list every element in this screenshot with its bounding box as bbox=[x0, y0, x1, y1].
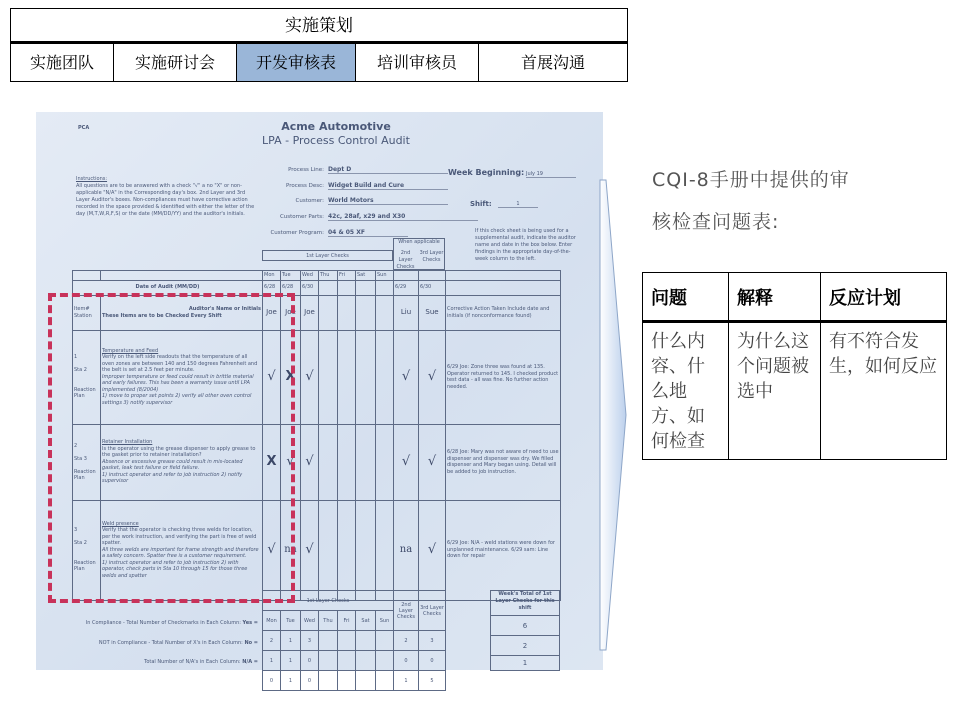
step-train-auditors[interactable]: 培训审核员 bbox=[356, 44, 479, 81]
doc-cell: 5 bbox=[419, 671, 446, 691]
doc-cell: Temperature and Feed bbox=[102, 347, 159, 354]
doc-cell: Total Number of N/A's in Each Column: bbox=[144, 659, 241, 665]
doc-cell: 1) instruct operator and refer to job instruction 2) with operator, check parts in Sta 10 through 15 for those three welds and spatter bbox=[102, 559, 248, 579]
doc-cell: 0 bbox=[394, 651, 419, 671]
corrective-note: 6/29 Joe: Zone three was found at 135. Operator returned to 145. I checked product test data - all was fine. No further action needed. bbox=[446, 330, 561, 424]
doc-cell: Fri bbox=[338, 611, 356, 631]
doc-cell: In Compliance - Total Number of Checkmarks in Each Column: bbox=[85, 620, 241, 626]
week-total-na: 1 bbox=[522, 659, 528, 667]
week-total-yes: 6 bbox=[491, 616, 559, 636]
doc-cell: 1 bbox=[263, 651, 281, 671]
doc-cell: Mon bbox=[263, 271, 281, 281]
cell-reaction-plan: 有不符合发生，如何反应 bbox=[821, 322, 947, 460]
doc-cell: 3rd Layer Checks bbox=[419, 591, 446, 631]
doc-cell: Wed bbox=[301, 611, 319, 631]
header-reaction-plan: 反应计划 bbox=[821, 273, 947, 322]
doc-cell: Sta 3 bbox=[74, 455, 87, 462]
doc-cell: Tue bbox=[281, 611, 301, 631]
doc-cell: √ bbox=[263, 330, 281, 424]
doc-cell: √ bbox=[419, 424, 446, 500]
doc-cell: 6/28 bbox=[281, 280, 301, 295]
doc-cell: 0 bbox=[301, 651, 319, 671]
week-total-box bbox=[490, 590, 560, 671]
instructions-title: Instructions: bbox=[76, 176, 108, 182]
step-implementation-team[interactable]: 实施团队 bbox=[11, 44, 114, 81]
doc-cell: 1 bbox=[281, 671, 301, 691]
cqi8-question-table bbox=[642, 272, 947, 460]
doc-cell: Retainer Installation bbox=[102, 439, 153, 446]
doc-subtitle: LPA - Process Control Audit bbox=[262, 134, 410, 147]
summary-label-no bbox=[46, 640, 258, 647]
doc-cell: 0 bbox=[419, 651, 446, 671]
doc-cell: √ bbox=[419, 330, 446, 424]
instructions-text: All questions are to be answered with a check "√" a no "X" or non-applicable "N/A" in the Corresponding day's box. 2nd Layer and 3rd Layer Auditor's boxes. Non-compliances must have corrective action recorded in the space provided & identified with either the letter of the day (M,T,W,R,F,S) or the date (MM/DD/YY) and the auditor's initials. bbox=[76, 183, 255, 217]
doc-cell: NOT in Compliance - Total Number of X's in Each Column: bbox=[98, 640, 243, 646]
doc-cell: 6/28 bbox=[263, 280, 281, 295]
doc-cell: √ bbox=[301, 424, 319, 500]
doc-cell: Reaction Plan bbox=[74, 386, 96, 400]
doc-company: Acme Automotive bbox=[281, 120, 391, 133]
doc-cell: Sat bbox=[356, 611, 376, 631]
header-question: 问题 bbox=[643, 273, 729, 322]
field-value: Dept D bbox=[328, 166, 448, 174]
field-label: Customer Program: bbox=[270, 230, 324, 236]
doc-cell: Improper temperature or feed could result in brittle material and early failures. This has been a warranty issue until LPA implemented (8/2004) bbox=[102, 373, 254, 393]
when-applicable-label: When applicable bbox=[398, 239, 440, 245]
doc-cell: 1 bbox=[281, 651, 301, 671]
doc-cell: 1 bbox=[394, 671, 419, 691]
doc-cell: Wed bbox=[301, 271, 319, 281]
auditor-label: Auditor's Name or Initials bbox=[188, 306, 261, 312]
first-layer-header: 1st Layer Checks bbox=[262, 250, 393, 261]
doc-cell: Fri bbox=[338, 271, 356, 281]
doc-cell: Weld presence bbox=[102, 520, 139, 527]
doc-cell: 2nd Layer Checks bbox=[394, 591, 419, 631]
cell-question: 什么内容、什么地方、如何检查 bbox=[643, 322, 729, 460]
doc-cell: 6/29 bbox=[394, 280, 419, 295]
doc-cell: √ bbox=[394, 330, 419, 424]
doc-cell: Yes = bbox=[242, 620, 258, 626]
doc-cell: √ bbox=[394, 424, 419, 500]
doc-cell: Reaction Plan bbox=[74, 468, 96, 481]
doc-cell: Sta 2 bbox=[74, 540, 87, 547]
doc-cell: 1) instruct operator and refer to job instruction 2) notify supervisor bbox=[102, 471, 243, 485]
doc-cell: 1st Layer Checks bbox=[263, 591, 394, 611]
doc-cell: 3 bbox=[301, 631, 319, 651]
doc-cell: √ bbox=[281, 424, 301, 500]
field-value: World Motors bbox=[328, 197, 448, 205]
doc-cell: 0 bbox=[301, 671, 319, 691]
planning-title: 实施策划 bbox=[11, 9, 627, 44]
week-total-no: 2 bbox=[491, 636, 559, 656]
third-layer-header: 3rd Layer Checks bbox=[419, 250, 444, 263]
doc-cell: All three welds are important for frame strength and therefore a safety concern. Spatter free is a customer requirement. bbox=[102, 546, 259, 560]
week-total-label: Week's Total of 1st Layer Checks for this shift bbox=[491, 591, 559, 616]
doc-cell: 1 bbox=[74, 354, 78, 361]
doc-cell: 1) move to proper set points 2) verify all other oven control settings 3) notify supervisor bbox=[102, 393, 252, 406]
doc-cell: 2 bbox=[263, 631, 281, 651]
field-value: 04 & 05 XF bbox=[328, 229, 408, 237]
corrective-header: Corrective Action Taken Include date and initials (if nonconformance found) bbox=[446, 295, 561, 330]
side-caption-line2: 核检查问题表: bbox=[652, 211, 780, 233]
doc-cell: X bbox=[263, 424, 281, 500]
doc-cell: 1 bbox=[281, 631, 301, 651]
doc-cell: Absence or excessive grease could result in mis-located gasket, leak test failure or field failure. bbox=[102, 458, 243, 472]
doc-cell: Thu bbox=[319, 271, 338, 281]
step-develop-audit-sheet[interactable]: 开发审核表 bbox=[237, 44, 356, 81]
doc-cell: √ bbox=[419, 500, 446, 600]
doc-cell: Sun bbox=[376, 271, 394, 281]
right-arrow-icon bbox=[598, 180, 628, 650]
field-label: Customer: bbox=[295, 198, 324, 204]
planning-steps bbox=[11, 44, 627, 81]
doc-cell: na bbox=[281, 500, 301, 600]
doc-cell: 6/30 bbox=[419, 280, 446, 295]
doc-cell: Reaction Plan bbox=[74, 559, 96, 573]
doc-cell: Sat bbox=[356, 271, 376, 281]
supplemental-note: If this check sheet is being used for a supplemental audit, indicate the auditor name and date in the box below. Enter findings in the appropriate day-of-the-week column to the left. bbox=[475, 228, 576, 262]
doc-cell: 3 bbox=[419, 631, 446, 651]
audit-sheet-photo bbox=[36, 112, 603, 684]
summary-grid bbox=[262, 590, 446, 691]
doc-cell: Mon bbox=[263, 611, 281, 631]
week-beginning-label: Week Beginning: bbox=[448, 168, 525, 177]
doc-cell: Is the operator using the grease dispenser to apply grease to the gasket prior to retainer installation? bbox=[102, 445, 256, 459]
doc-cell: Joe bbox=[281, 295, 301, 330]
field-label: Customer Parts: bbox=[279, 214, 324, 220]
item-header: Item# Station bbox=[73, 295, 101, 330]
doc-cell: 6/30 bbox=[301, 280, 319, 295]
shift-value: 1 bbox=[498, 201, 538, 208]
doc-cell: 0 bbox=[263, 671, 281, 691]
corrective-note: 6/28 Joe: Mary was not aware of need to use dispenser and dispenser was dry. We filled dispenser and Mary began using. Detail will be added to job instruction. bbox=[446, 424, 561, 500]
doc-corner-code: PCA bbox=[78, 125, 90, 131]
doc-cell: 2 bbox=[394, 631, 419, 651]
side-caption-line1: CQI-8手册中提供的审 bbox=[652, 169, 850, 191]
doc-cell: 2 bbox=[74, 442, 78, 449]
header-explanation: 解释 bbox=[729, 273, 821, 322]
doc-cell: X bbox=[281, 330, 301, 424]
doc-cell: Verify on the left side readouts that the temperature of all oven zones are between 140 and 150 degrees Fahrenheit and the belt is set at 2.5 feet per minute. bbox=[102, 354, 258, 374]
planning-header-table bbox=[10, 8, 628, 82]
doc-cell: Tue bbox=[281, 271, 301, 281]
date-label: Date of Audit (MM/DD) bbox=[73, 280, 263, 295]
doc-cell: Joe bbox=[301, 295, 319, 330]
doc-cell: na bbox=[394, 500, 419, 600]
doc-cell: Thu bbox=[319, 611, 338, 631]
shift-label: Shift: bbox=[470, 200, 492, 208]
doc-cell: N/A = bbox=[242, 659, 258, 665]
field-label: Process Line: bbox=[288, 167, 324, 173]
step-implementation-workshop[interactable]: 实施研讨会 bbox=[114, 44, 237, 81]
summary-label-yes bbox=[46, 620, 258, 627]
doc-cell: √ bbox=[301, 330, 319, 424]
doc-cell: Sta 2 bbox=[74, 367, 87, 374]
doc-cell: √ bbox=[263, 500, 281, 600]
field-value: 42c, 28af, x29 and X30 bbox=[328, 213, 478, 221]
doc-cell: Liu bbox=[394, 295, 419, 330]
step-launch-communication[interactable]: 首展沟通 bbox=[520, 53, 585, 72]
doc-cell: No = bbox=[244, 640, 258, 646]
week-beginning-value: July 19 bbox=[526, 171, 576, 178]
check-header: These Items are to be Checked Every Shift bbox=[102, 312, 222, 319]
cell-explanation: 为什么这个问题被选中 bbox=[729, 322, 821, 460]
doc-cell: Joe bbox=[263, 295, 281, 330]
highlight-dashed-box bbox=[48, 293, 295, 603]
doc-cell: Sun bbox=[376, 611, 394, 631]
corrective-note: 6/29 Joe: N/A - weld stations were down for unplanned maintenance. 6/29 sam: Line down for repair bbox=[446, 500, 561, 600]
field-value: Widget Build and Cure bbox=[328, 182, 448, 190]
doc-cell: Sue bbox=[419, 295, 446, 330]
field-label: Process Desc: bbox=[286, 183, 324, 189]
summary-label-na bbox=[46, 659, 258, 666]
doc-cell: √ bbox=[301, 500, 319, 600]
doc-cell: Verify that the operator is checking three welds for location, per the work instruction, and verifying the part is free of weld spatter. bbox=[102, 527, 257, 547]
doc-cell: 3 bbox=[74, 527, 78, 534]
second-layer-header: 2nd Layer Checks bbox=[396, 250, 415, 270]
